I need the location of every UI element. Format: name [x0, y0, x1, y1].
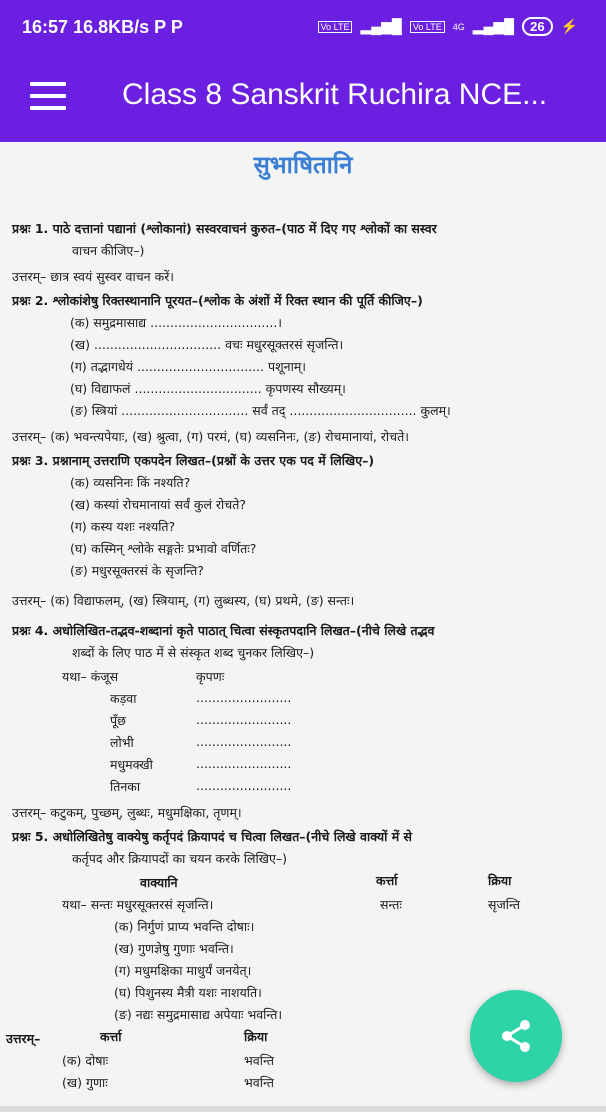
a5-col-karta: कर्त्ता — [100, 1029, 122, 1044]
q5-c: (ग) मधुमक्षिका माधुर्यं जनयेत्। — [114, 963, 252, 978]
q4-blank-2: ........................ — [196, 712, 292, 727]
q2-c: (ग) तद्भागधेयं ................................ पशूनाम्। — [70, 359, 307, 374]
menu-icon[interactable] — [30, 82, 66, 112]
q4-blank-1: ........................ — [196, 690, 292, 705]
q3-a: (क) व्यसनिनः किं नश्यति? — [70, 475, 191, 490]
a5-a: (क) दोषाः — [62, 1053, 109, 1068]
a2-line: उत्तरम्– (क) भवन्त्यपेयाः, (ख) श्रुत्वा, (ग) परमं, (घ) व्यसनिनः, (ङ) रोचमानायां, रोचते। — [12, 429, 409, 444]
q3-c: (ग) कस्य यशः नश्यति? — [70, 519, 176, 534]
q5-example-kriya: सृजन्ति — [488, 897, 520, 912]
app-title: Class 8 Sanskrit Ruchira NCE... — [122, 78, 548, 111]
a5-col-kriya: क्रिया — [244, 1029, 268, 1044]
status-p2-icon: P — [170, 17, 183, 37]
q2-b: (ख) ................................ वचः मधुरसूक्तरसं सृजन्ति। — [70, 337, 344, 352]
q5-line2: कर्तृपद और क्रियापदों का चयन करके लिखिए–) — [72, 851, 287, 866]
status-left — [22, 17, 183, 38]
chapter-title: सुभाषितानि — [253, 151, 353, 179]
share-button[interactable] — [470, 990, 562, 1082]
q5-col-sentences: वाक्यानि — [140, 875, 178, 890]
charging-icon: ⚡ — [560, 18, 578, 34]
nav-gesture-bar — [0, 1106, 606, 1112]
volte-icon-2: Vo LTE — [410, 21, 445, 33]
q4-blank-5: ........................ — [196, 778, 292, 793]
q4-word-2: पूँछ — [110, 713, 126, 728]
q4-word-1: कड़वा — [110, 691, 137, 706]
a4-line: उत्तरम्– कटुकम्, पुच्छम्, लुब्धः, मधुमक्षिका, तृणम्। — [12, 805, 242, 820]
app-bar — [0, 58, 606, 142]
q4-example-word: यथा– कंजूस — [62, 669, 119, 684]
signal-icon-2: ▂▄▆█ — [472, 18, 515, 34]
q4-blank-3: ........................ — [196, 734, 292, 749]
document-page — [0, 142, 606, 1112]
q5-col-karta: कर्त्ता — [376, 873, 398, 888]
a5-b-kriya: भवन्ति — [244, 1075, 274, 1090]
q4-line2: शब्दों के लिए पाठ में से संस्कृत शब्द चुनकर लिखिए–) — [72, 645, 315, 660]
q1-line1: प्रश्नः 1. पाठे दत्तानां पद्यानां (श्लोकानां) सस्वरवाचनं कुरुत–(पाठ में दिए गए श्लोकों का सस्वर — [12, 221, 437, 236]
q4-word-3: लोभी — [110, 735, 134, 750]
q4-line1: प्रश्नः 4. अधोलिखित-तद्भव-शब्दानां कृते पाठात् चित्वा संस्कृतपदानि लिखत–(नीचे लिखे तद्भव — [12, 623, 435, 638]
q5-col-kriya: क्रिया — [488, 873, 512, 888]
battery-icon: 26 — [522, 17, 552, 36]
q3-d: (घ) कस्मिन् श्लोके सङ्गतेः प्रभावो वर्णितः? — [70, 541, 257, 556]
a5-b: (ख) गुणाः — [62, 1075, 108, 1090]
share-icon — [498, 1018, 534, 1054]
q5-example: यथा– सन्तः मधुरसूक्तरसं सृजन्ति। — [62, 897, 214, 912]
q2-a: (क) समुद्रमासाद्य ................................। — [70, 315, 283, 330]
signal-icon: ▂▄▆█ — [360, 18, 402, 34]
a1-line: उत्तरम्– छात्र स्वयं सुस्वर वाचन करें। — [12, 269, 175, 284]
status-p1-icon: P — [154, 17, 166, 37]
q3-e: (ङ) मधुरसूक्तरसं के सृजन्ति? — [70, 563, 204, 578]
q4-word-5: तिनका — [110, 779, 141, 794]
q5-e: (ङ) नद्यः समुद्रमासाद्य अपेयाः भवन्ति। — [114, 1007, 283, 1022]
a3-line: उत्तरम्– (क) विद्याफलम्, (ख) स्त्रियाम्, (ग) लुब्धस्य, (घ) प्रथमे, (ङ) सन्तः। — [12, 593, 355, 608]
status-speed: 16.8KB/s — [73, 17, 150, 37]
status-bar — [0, 0, 606, 58]
q3-b: (ख) कस्यां रोचमानायां सर्वं कुलं रोचते? — [70, 497, 246, 512]
q4-blank-4: ........................ — [196, 756, 292, 771]
q2-line: प्रश्नः 2. श्लोकांशेषु रिक्तस्थानानि पूरयत–(श्लोक के अंशों में रिक्त स्थान की पूर्ति कीजिए–) — [12, 293, 423, 308]
a5-label: उत्तरम्– — [6, 1031, 41, 1046]
q4-word-4: मधुमक्खी — [110, 757, 153, 772]
status-right — [318, 17, 578, 36]
volte-icon: Vo LTE — [318, 21, 353, 33]
q2-e: (ङ) स्त्रियां ................................ सर्वं तद् ................................ कुलम्। — [70, 403, 451, 418]
q5-d: (घ) पिशुनस्य मैत्री यशः नाशयति। — [114, 985, 262, 1000]
status-time: 16:57 — [22, 17, 69, 37]
a5-a-kriya: भवन्ति — [244, 1053, 274, 1068]
q5-example-karta: सन्तः — [380, 897, 402, 912]
q4-example-answer: कृपणः — [196, 669, 225, 684]
q5-b: (ख) गुणज्ञेषु गुणाः भवन्ति। — [114, 941, 234, 956]
q3-line: प्रश्नः 3. प्रश्नानाम् उत्तराणि एकपदेन लिखत–(प्रश्नों के उत्तर एक पद में लिखिए–) — [12, 453, 375, 468]
q1-line2: वाचन कीजिए–) — [72, 243, 145, 258]
q5-a: (क) निर्गुणं प्राप्य भवन्ति दोषाः। — [114, 919, 255, 934]
q5-line1: प्रश्नः 5. अधोलिखितेषु वाक्येषु कर्तृपदं क्रियापदं च चित्वा लिखत–(नीचे लिखे वाक्यों में से — [12, 829, 412, 844]
q2-d: (घ) विद्याफलं ................................ कृपणस्य सौख्यम्। — [70, 381, 346, 396]
4g-label: 4G — [452, 21, 465, 32]
